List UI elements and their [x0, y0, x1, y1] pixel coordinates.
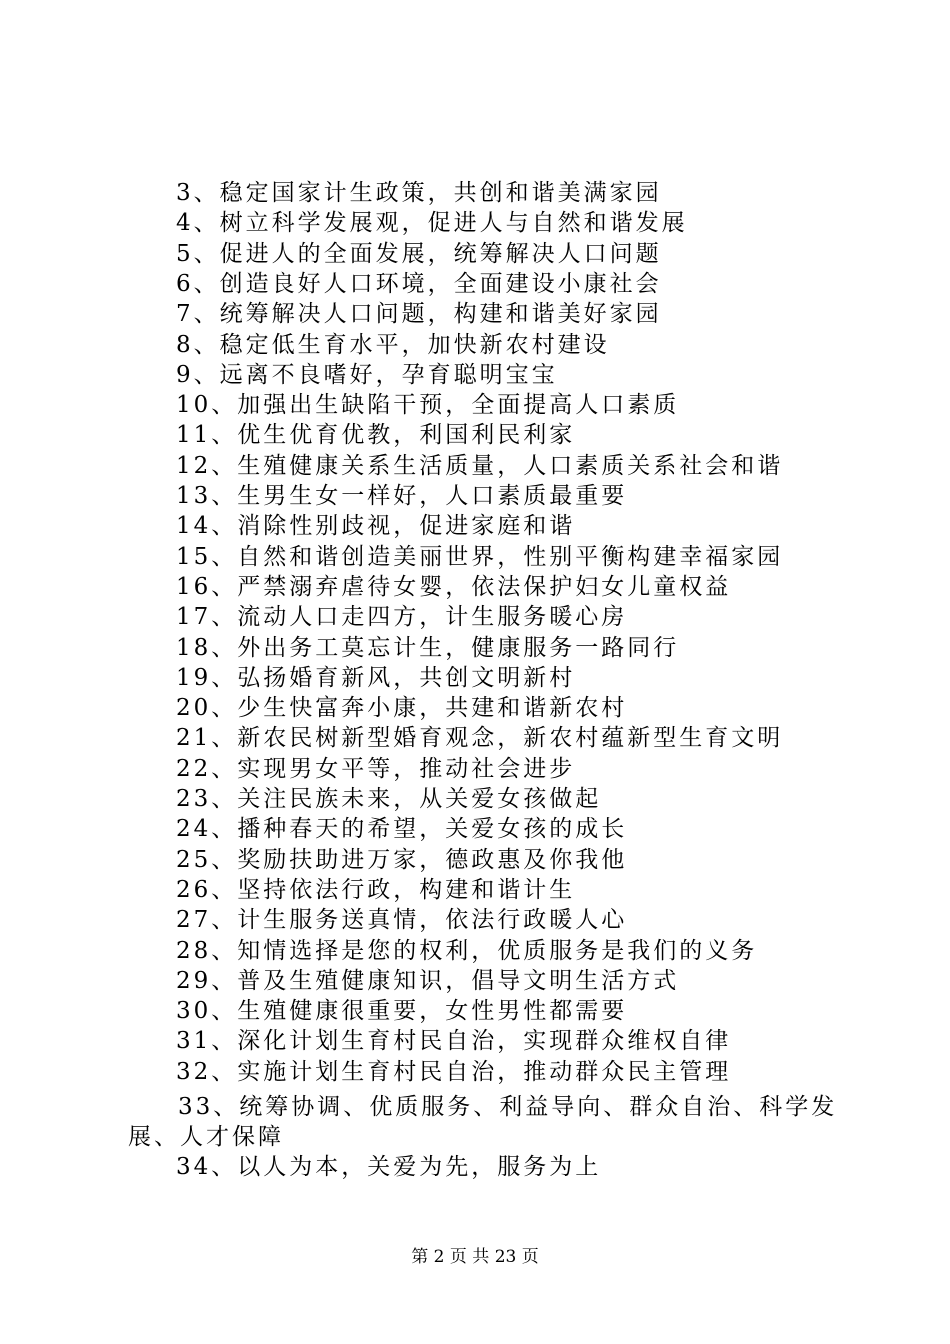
slogan-line: 4、树立科学发展观，促进人与自然和谐发展 — [176, 210, 688, 237]
slogan-line: 19、弘扬婚育新风，共创文明新村 — [176, 664, 576, 691]
slogan-line: 33、统筹协调、优质服务、利益导向、群众自治、科学发 — [178, 1094, 838, 1120]
slogan-line: 7、统筹解决人口问题，构建和谐美好家园 — [176, 301, 662, 328]
slogan-line: 29、普及生殖健康知识，倡导文明生活方式 — [176, 967, 680, 994]
slogan-line: 10、加强出生缺陷干预，全面提高人口素质 — [176, 392, 680, 419]
slogan-line: 11、优生优育优教，利国利民利家 — [176, 422, 576, 449]
slogan-line: 17、流动人口走四方，计生服务暖心房 — [176, 604, 628, 631]
slogan-line: 9、远离不良嗜好，孕育聪明宝宝 — [176, 361, 558, 388]
slogan-line: 18、外出务工莫忘计生，健康服务一路同行 — [176, 634, 680, 661]
slogan-line: 22、实现男女平等，推动社会进步 — [176, 755, 576, 782]
slogan-line: 34、以人为本，关爱为先，服务为上 — [176, 1154, 602, 1180]
slogan-line-continuation: 展、人才保障 — [128, 1124, 284, 1150]
page-footer: 第 2 页 共 23 页 — [411, 1247, 539, 1267]
slogan-line: 15、自然和谐创造美丽世界，性别平衡构建幸福家园 — [176, 543, 784, 570]
slogan-line: 24、播种春天的希望，关爱女孩的成长 — [176, 816, 628, 843]
slogan-line: 12、生殖健康关系生活质量，人口素质关系社会和谐 — [176, 452, 784, 479]
slogan-line: 32、实施计划生育村民自治，推动群众民主管理 — [176, 1058, 732, 1085]
slogan-line: 26、坚持依法行政，构建和谐计生 — [176, 876, 576, 903]
slogan-line: 28、知情选择是您的权利，优质服务是我们的义务 — [176, 937, 758, 964]
slogan-line: 27、计生服务送真情，依法行政暖人心 — [176, 907, 628, 934]
slogan-line: 21、新农民树新型婚育观念，新农村蕴新型生育文明 — [176, 725, 784, 752]
slogan-line: 20、少生快富奔小康，共建和谐新农村 — [176, 695, 628, 722]
slogan-line: 13、生男生女一样好，人口素质最重要 — [176, 483, 628, 509]
slogan-line: 6、创造良好人口环境，全面建设小康社会 — [176, 270, 662, 297]
slogan-line: 25、奖励扶助进万家，德政惠及你我他 — [176, 846, 628, 873]
slogan-line: 16、严禁溺弃虐待女婴，依法保护妇女儿童权益 — [176, 573, 732, 600]
slogan-line: 31、深化计划生育村民自治，实现群众维权自律 — [176, 1028, 732, 1055]
slogan-line: 30、生殖健康很重要，女性男性都需要 — [176, 998, 628, 1025]
slogan-line: 5、促进人的全面发展，统筹解决人口问题 — [176, 240, 662, 267]
slogan-line: 8、稳定低生育水平，加快新农村建设 — [176, 331, 610, 358]
slogan-line: 3、稳定国家计生政策，共创和谐美满家园 — [176, 180, 662, 206]
slogan-line: 23、关注民族未来，从关爱女孩做起 — [176, 786, 602, 812]
slogan-line: 14、消除性别歧视，促进家庭和谐 — [176, 513, 576, 540]
